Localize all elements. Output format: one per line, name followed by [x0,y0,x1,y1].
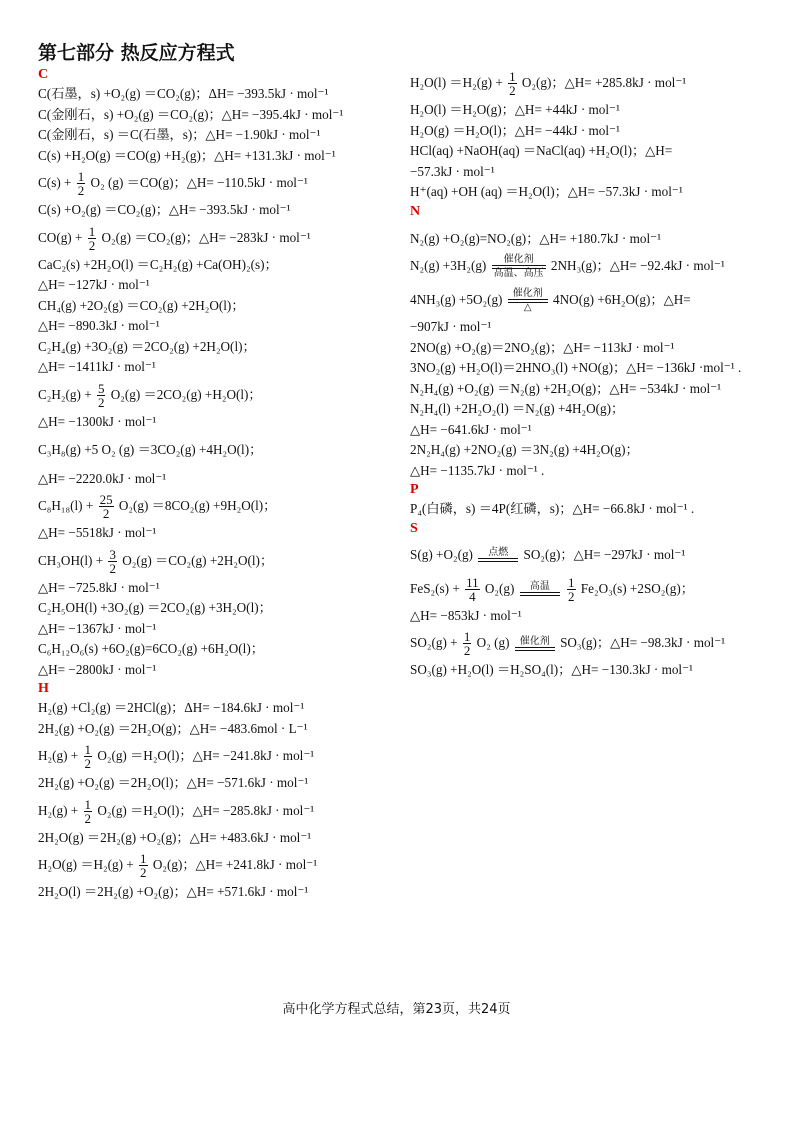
equation-line [410,572,775,606]
fraction [465,576,480,603]
reaction-condition [520,582,560,596]
fraction [508,70,517,97]
denominator: 2 [109,560,116,576]
denominator: 2 [102,506,110,522]
equation-line [410,249,775,283]
equation-line: C₂H₄(g) +3O₂(g) ＝2CO₂(g) +2H₂O(l)； [38,338,256,354]
equation-text: S(g) +O₂(g) [410,546,473,562]
equation-text: C₈H₁₈(l) + [38,498,94,513]
denominator: 2 [97,394,105,410]
equation-text: 4NO(g) +6H₂O(g)；△H= [553,292,691,307]
equation-line: 2H₂(g) +O₂(g) ＝2H₂O(g)；△H= −483.6mol · L⁻¹ [38,720,308,736]
numerator: 1 [84,742,92,758]
equals-bar [478,558,518,562]
fraction [108,548,117,575]
equation-text: H₂(g) + [38,802,79,818]
numerator: 3 [109,546,116,562]
equation-line: H₂O(l) ＝H₂O(g)；△H= +44kJ · mol⁻¹ [410,102,620,117]
equation-line: H₂(g) +Cl₂(g) ＝2HCl(g)；ΔH= −184.6kJ · mol⁻¹ [38,700,305,715]
equation-line [38,544,398,578]
numerator: 5 [97,380,105,396]
numerator: 1 [509,69,516,85]
reaction-condition [508,289,548,313]
page-title: 第七部分 热反应方程式 [38,42,235,64]
equation-line: 2H₂O(l) ＝2H₂(g) +O₂(g)；△H= +571.6kJ · mol⁻¹ [38,884,309,899]
equation-text: H₂(g) + [38,748,79,763]
numerator: 11 [466,574,479,590]
equation-line: N₂H₄(l) +2H₂O₂(l) ＝N₂(g) +4H₂O(g)； [410,401,625,416]
enthalpy-line: △H= −1300kJ · mol⁻¹ [38,413,157,429]
equation-line [410,626,775,660]
fraction [97,382,106,409]
equals-bar [520,592,560,596]
enthalpy-line: △H= −890.3kJ · mol⁻¹ [38,318,160,333]
equation-text: 4NH₃(g) +5O₂(g) [410,292,503,307]
equation-line: SO₃(g) +H₂O(l) ＝H₂SO₄(l)；△H= −130.3kJ · mol⁻¹ [410,662,694,677]
equation-text: O₂(g) ＝8CO₂(g) +9H₂O(l)； [118,498,277,513]
enthalpy-line: △H= −127kJ · mol⁻¹ [38,277,150,292]
equation-text: O₂(g) ＝CO₂(g)；△H= −283kJ · mol⁻¹ [101,229,311,245]
equation-line: C(金刚石，s) ＝C(石墨，s)；△H= −1.90kJ · mol⁻¹ [38,127,321,142]
equation-text: O₂ (g) ＝CO(g)；△H= −110.5kJ · mol⁻¹ [90,175,308,190]
fraction [463,630,472,657]
equation-line: 2H₂O(g) ＝2H₂(g) +O₂(g)；△H= +483.6kJ · mol⁻¹ [38,829,312,845]
equation-line [410,283,775,317]
condition-label: △ [523,301,532,313]
equation-line: C₂H₅OH(l) +3O₂(g) ＝2CO₂(g) +3H₂O(l)； [38,600,272,615]
equation-line: HCl(aq) +NaOH(aq) ＝NaCl(aq) +H₂O(l)；△H= [410,143,673,158]
equation-line: C(s) +H₂O(g) ＝CO(g) +H₂(g)；△H= +131.3kJ · mol⁻¹ [38,147,336,163]
denominator: 2 [88,237,96,253]
equation-line: N₂H₄(g) +O₂(g) ＝N₂(g) +2H₂O(g)；△H= −534kJ · mol⁻¹ [410,380,722,396]
equation-text: CH₃OH(l) + [38,552,104,568]
catalyst-label: 催化剂 [519,635,550,647]
fraction [567,576,576,603]
equation-line [38,848,398,882]
equation-text: CO(g) + [38,229,83,245]
enthalpy-line: △H= −1367kJ · mol⁻¹ [38,620,157,636]
numerator: 1 [88,223,96,239]
enthalpy-line: △H= −641.6kJ · mol⁻¹ [410,421,532,437]
equation-text: O₂(g)；△H= +285.8kJ · mol⁻¹ [521,75,687,90]
equation-line: C₆H₁₂O₆(s) +6O₂(g)=6CO₂(g) +6H₂O(l)； [38,641,264,656]
equation-line: P₄(白磷，s) ＝4P(红磷，s)；△H= −66.8kJ · mol⁻¹ . [410,501,695,516]
equation-text: SO₃(g)；△H= −98.3kJ · mol⁻¹ [560,635,726,650]
equation-text: SO₂(g) + [410,635,458,650]
equation-line: N₂(g) +O₂(g)=NO₂(g)；△H= +180.7kJ · mol⁻¹ [410,230,662,246]
equation-line [38,489,398,523]
right-column [410,66,775,681]
equation-text: SO₂(g)；△H= −297kJ · mol⁻¹ [523,546,686,562]
equation-line [38,166,398,200]
denominator: 2 [77,183,85,199]
denominator: 2 [84,810,92,826]
equation-text: O₂ (g) [476,635,510,650]
equation-line: CH₄(g) +2O₂(g) ＝CO₂(g) +2H₂O(l)； [38,297,245,313]
reaction-condition [492,255,546,279]
denominator: 2 [84,756,92,772]
equation-text: H₂O(g) ＝H₂(g) + [38,857,134,872]
equation-line [410,538,775,572]
equation-text: N₂(g) +3H₂(g) [410,258,487,273]
equation-line [38,739,398,773]
fraction [139,852,148,879]
fraction [77,170,86,197]
fraction [99,493,114,520]
section-s-heading: S [410,520,418,536]
condition-label: 高温、高压 [493,267,544,279]
equation-line: 2NO(g) +O₂(g)＝2NO₂(g)；△H= −113kJ · mol⁻¹ [410,339,675,355]
reaction-condition [478,548,518,562]
section-n-heading: N [410,203,421,219]
equation-text: 2NH₃(g)；△H= −92.4kJ · mol⁻¹ [550,258,725,273]
equation-line: C(金刚石，s) +O₂(g) ＝CO₂(g)；△H= −395.4kJ · mol⁻¹ [38,106,344,122]
equation-line [38,221,398,255]
fraction [84,798,93,825]
enthalpy-line: △H= −1411kJ · mol⁻¹ [38,359,156,374]
page-footer: 高中化学方程式总结，第23页，共24页 [282,1002,511,1017]
equation-line: 2N₂H₄(g) +2NO₂(g) ＝3N₂(g) +4H₂O(g)； [410,442,639,457]
numerator: 25 [99,492,113,508]
numerator: 1 [568,574,575,590]
equation-text: O₂(g) ＝CO₂(g) +2H₂O(l)； [122,552,274,568]
enthalpy-line: −907kJ · mol⁻¹ [410,319,492,334]
section-p-heading: P [410,482,419,497]
equation-line: H⁺(aq) +OH (aq) ＝H₂O(l)；△H= −57.3kJ · mol⁻¹ [410,184,683,199]
equation-text: O₂(g) ＝2CO₂(g) +H₂O(l)； [110,386,262,402]
equation-line: 3NO₂(g) +H₂O(l)＝2HNO₃(l) +NO(g)；△H= −136kJ ·mol⁻¹ . [410,360,742,375]
enthalpy-line: △H= −1135.7kJ · mol⁻¹ . [410,462,545,478]
equation-line [38,378,398,412]
equation-text: Fe₂O₃(s) +2SO₂(g)； [580,580,694,596]
equation-text: C(s) + [38,175,72,190]
denominator: 4 [469,588,476,604]
denominator: 2 [463,643,471,659]
left-column [38,66,398,903]
equation-text: O₂(g)；△H= +241.8kJ · mol⁻¹ [152,857,318,872]
denominator: 2 [568,588,575,604]
enthalpy-line: △H= −853kJ · mol⁻¹ [410,607,522,623]
reaction-condition [515,637,555,651]
equation-line: C(s) +O₂(g) ＝CO₂(g)；△H= −393.5kJ · mol⁻¹ [38,202,291,217]
equation-text: FeS₂(s) + [410,580,460,596]
denominator: 2 [509,83,516,99]
catalyst-label: 催化剂 [503,253,534,265]
enthalpy-line: △H= −2800kJ · mol⁻¹ [38,661,157,677]
condition-label: 点燃 [488,547,509,559]
equation-line: 2H₂(g) +O₂(g) ＝2H₂O(l)；△H= −571.6kJ · mol⁻¹ [38,775,309,790]
equation-text: O₂(g) ＝H₂O(l)；△H= −241.8kJ · mol⁻¹ [97,748,315,763]
equation-text: H₂O(l) ＝H₂(g) + [410,75,503,90]
equation-text: C₂H₂(g) + [38,386,92,402]
equation-line: C(石墨，s) +O₂(g) ＝CO₂(g)；ΔH= −393.5kJ · mol⁻¹ [38,86,329,101]
catalyst-label: 催化剂 [512,287,543,299]
equation-text: O₂(g) ＝H₂O(l)；△H= −285.8kJ · mol⁻¹ [97,802,315,818]
equation-line: CaC₂(s) +2H₂O(l) ＝C₂H₂(g) +Ca(OH)₂(s)； [38,256,278,272]
enthalpy-line: △H= −2220.0kJ · mol⁻¹ [38,470,167,486]
numerator: 1 [140,851,147,867]
condition-label: 高温 [529,581,550,593]
equation-line: H₂O(g) ＝H₂O(l)；△H= −44kJ · mol⁻¹ [410,122,620,138]
equation-line [38,794,398,828]
reversible-arrow [515,647,555,651]
numerator: 1 [77,169,85,185]
equation-text: O₂(g) [484,580,515,596]
fraction [84,743,93,770]
denominator: 2 [140,865,147,881]
equation-line [410,66,775,100]
enthalpy-line: △H= −5518kJ · mol⁻¹ [38,525,157,540]
enthalpy-line: −57.3kJ · mol⁻¹ [410,163,495,179]
fraction [88,225,97,252]
enthalpy-line: △H= −725.8kJ · mol⁻¹ [38,579,160,595]
section-c-heading: C [38,67,49,82]
numerator: 1 [463,629,471,645]
section-h-heading: H [38,681,49,696]
equation-line: C₃H₈(g) +5 O₂ (g) ＝3CO₂(g) +4H₂O(l)； [38,442,263,457]
numerator: 1 [84,796,92,812]
